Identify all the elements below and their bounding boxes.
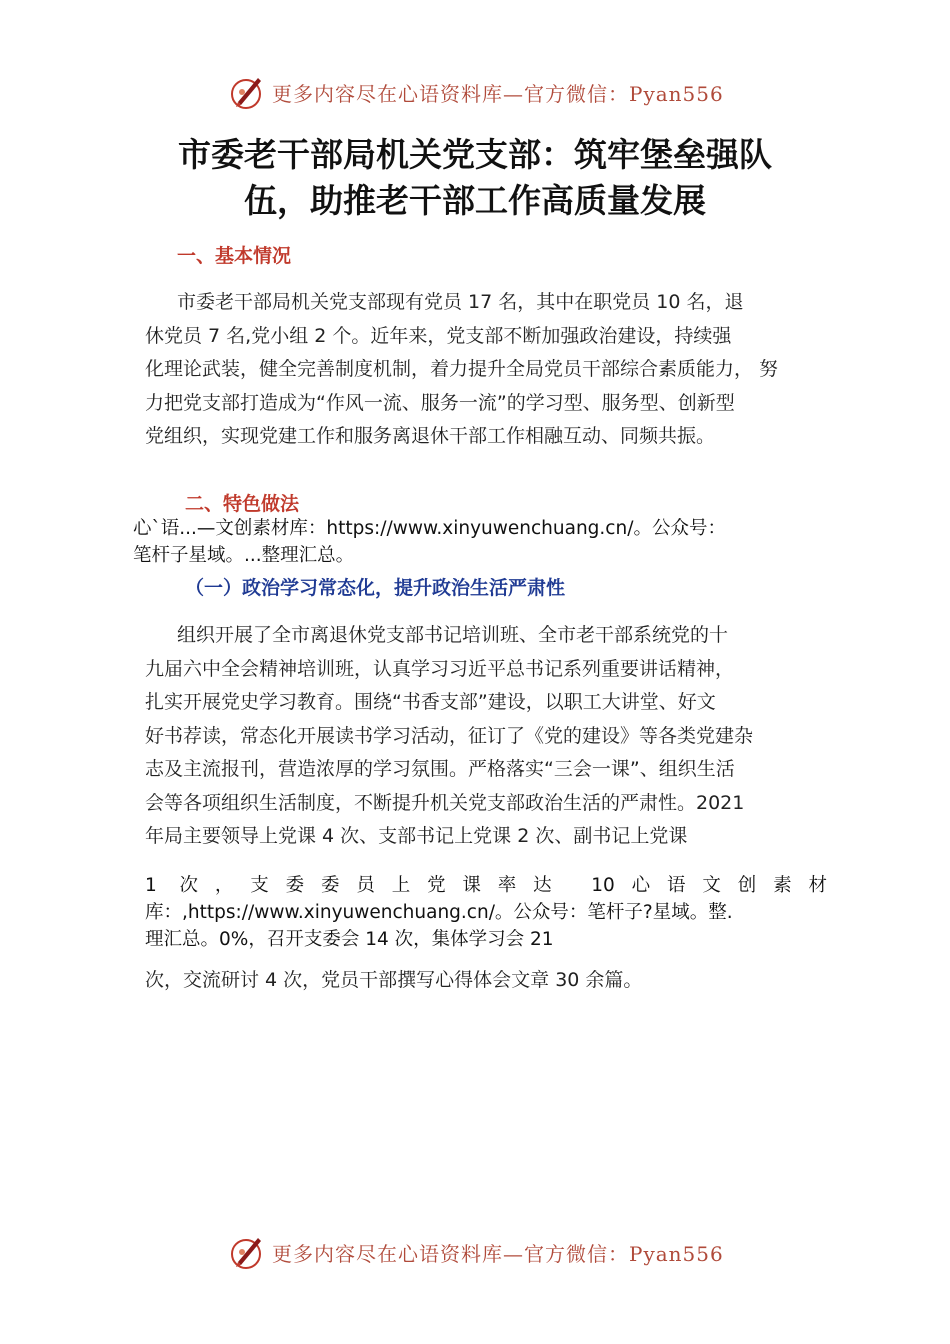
text-line: 志及主流报刊，营造浓厚的学习氛围。严格落实“三会一课”、组织生活 <box>145 758 735 780</box>
watermark-line: 库：,https://www.xinyuwenchuang.cn/。公众号：笔杆子?星域。整. <box>145 902 733 923</box>
title-line-1: 市委老干部局机关党支部：筑牢堡垒强队 <box>178 135 772 174</box>
text-line: 九届六中全会精神培训班，认真学习习近平总书记系列重要讲话精神， <box>145 657 735 680</box>
text-line: 好书荐读，常态化开展读书学习活动，征订了《党的建设》等各类党建杂 <box>145 724 754 747</box>
watermark-text-2 <box>145 872 827 953</box>
watermark-line: 理汇总。0%，召开支委会 14 次，集体学习会 21 <box>145 929 554 950</box>
page-title <box>100 132 850 224</box>
text-line: 次，交流研讨 4 次，党员干部撰写心得体会文章 30 余篇。 <box>145 969 643 991</box>
political-study-paragraph <box>145 619 825 854</box>
header-banner <box>228 72 724 112</box>
watermark-line: 1 次，支委委员上党课率达 10心语文创素材 <box>145 875 827 896</box>
text-line: 市委老干部局机关党支部现有党员 17 名，其中在职党员 10 名，退 <box>177 291 744 313</box>
text-line: 组织开展了全市离退休党支部书记培训班、全市老干部系统党的十 <box>177 624 729 646</box>
section-heading-features: 二、特色做法 <box>185 493 300 515</box>
banner-text: 更多内容尽在心语资料库—官方微信：Pyan556 <box>272 1241 724 1266</box>
banner-text: 更多内容尽在心语资料库—官方微信：Pyan556 <box>272 81 724 106</box>
basic-info-paragraph <box>145 286 825 454</box>
title-line-2: 伍，助推老干部工作高质量发展 <box>244 181 706 220</box>
watermark-line: 心`语...—文创素材库：https://www.xinyuwenchuang.cn/。公众号： <box>133 518 726 539</box>
pen-nib-logo-icon <box>228 72 268 112</box>
text-line: 休党员 7 名,党小组 2 个。近年来，党支部不断加强政治建设，持续强 <box>145 324 732 347</box>
text-line: 扎实开展党史学习教育。围绕“书香支部”建设，以职工大讲堂、好文 <box>145 691 716 713</box>
text-line: 力把党支部打造成为“作风一流、服务一流”的学习型、服务型、创新型 <box>145 391 735 414</box>
text-line: 党组织，实现党建工作和服务离退休干部工作相融互动、同频共振。 <box>145 425 716 447</box>
text-line: 会等各项组织生活制度，不断提升机关党支部政治生活的严肃性。2021 <box>145 791 745 814</box>
watermark-text <box>133 515 823 569</box>
pen-nib-logo-icon <box>228 1232 268 1272</box>
section-heading-basic: 一、基本情况 <box>177 245 292 267</box>
watermark-line: 笔杆子星域。...整理汇总。 <box>133 545 355 566</box>
footer-banner <box>228 1232 724 1272</box>
text-line: 化理论武装，健全完善制度机制，着力提升全局党员干部综合素质能力， 努 <box>145 358 779 380</box>
text-line: 年局主要领导上党课 4 次、支部书记上党课 2 次、副书记上党课 <box>145 825 688 847</box>
subsection-heading-political-study: （一）政治学习常态化，提升政治生活严肃性 <box>185 577 566 599</box>
closing-paragraph <box>145 964 825 998</box>
